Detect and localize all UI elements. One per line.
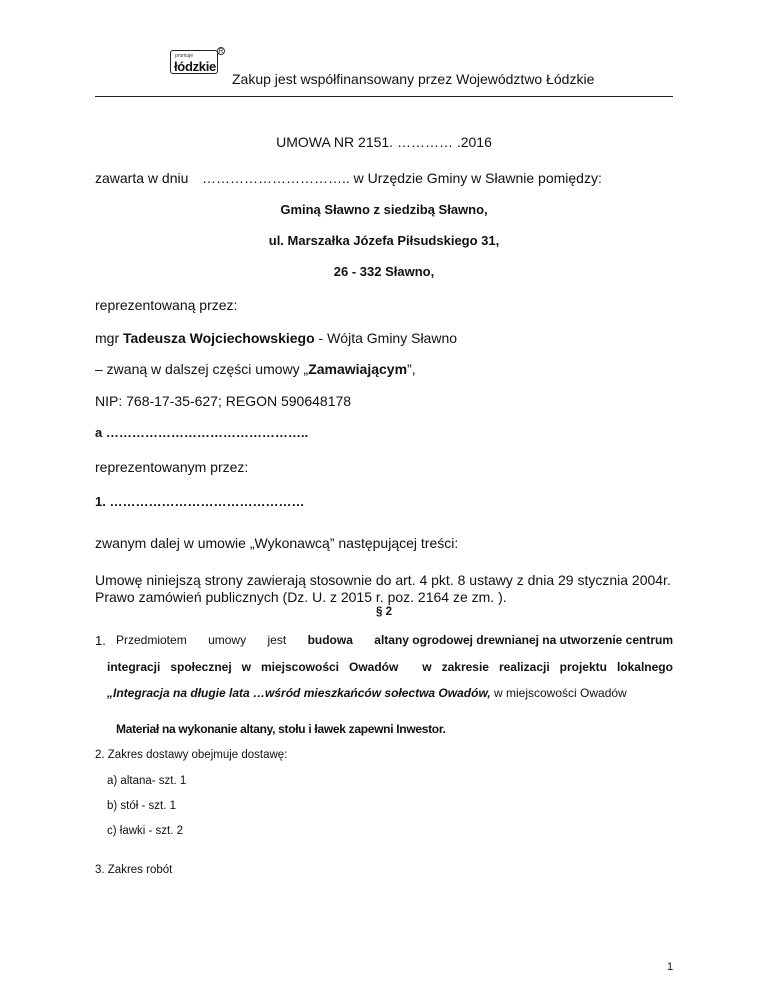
item1-line1: [116, 633, 673, 647]
called-name: Zamawiającym: [308, 361, 408, 377]
represented-by-2: reprezentowanym przez:: [95, 459, 249, 475]
material-note: Materiał na wykonanie altany, stołu i ławek zapewni Inwestor.: [116, 722, 446, 736]
intro-line-1: Umowę niniejszą strony zawierają stosownie do art. 4 pkt. 8 ustawy z dnia 29 stycznia 2004r.: [95, 572, 671, 588]
item1-word: społecznej: [170, 660, 232, 674]
party1-street: ul. Marszałka Józefa Piłsudskiego 31,: [268, 233, 500, 248]
item1-word: w: [422, 660, 432, 674]
representative-name: Tadeusza Wojciechowskiego: [123, 330, 315, 346]
called-line: [95, 361, 416, 377]
represented-by: reprezentowaną przez:: [95, 297, 238, 313]
called-prefix: – zwaną w dalszej części umowy „: [95, 361, 309, 377]
item1-word: jest: [267, 633, 287, 647]
point-1-line: 1. ………………………………………: [95, 494, 305, 509]
item1-word: altany ogrodowej drewnianej na utworzenie centrum: [374, 633, 673, 647]
contract-title: UMOWA NR 2151. ………… .2016: [276, 134, 492, 150]
item1-word: realizacji: [498, 660, 550, 674]
party2-line: a ………………………………………..: [95, 425, 309, 440]
concluded-prefix: zawarta w dniu: [95, 170, 189, 186]
logo-text: łódzkie: [174, 59, 216, 74]
contractor-line: zwanym dalej w umowie „Wykonawcą” następującej treści:: [95, 535, 459, 551]
supply-item: a) altana- szt. 1: [107, 775, 187, 787]
intro-line-2: Prawo zamówień publicznych (Dz. U. z 2015 r. poz. 2164 ze zm. ).: [95, 589, 507, 605]
item2-heading: 2. Zakres dostawy obejmuje dostawę:: [95, 749, 288, 761]
item1-word: Owadów: [348, 660, 399, 674]
item1-line3-rest: w miejscowości Owadów: [490, 686, 627, 700]
item1-word: lokalnego: [616, 660, 673, 674]
item1-line3: [107, 686, 627, 700]
representative-suffix: - Wójta Gminy Sławno: [314, 330, 458, 346]
item1-word: zakresie: [441, 660, 489, 674]
item3-heading: 3. Zakres robót: [95, 864, 173, 876]
party1-postal: 26 - 332 Sławno,: [333, 264, 435, 279]
item1-line2: [107, 660, 673, 674]
item1-word: miejscowości: [260, 660, 340, 674]
header-text: Zakup jest współfinansowany przez Województwo Łódzkie: [232, 71, 595, 87]
item1-word: umowy: [208, 633, 247, 647]
supply-item: b) stół - szt. 1: [107, 800, 177, 812]
concluded-rest: ………………………….. w Urzędzie Gminy w Sławnie pomiędzy:: [202, 170, 602, 186]
header-rule: [95, 96, 673, 97]
logo-box: [170, 50, 218, 74]
called-suffix: ”,: [407, 361, 416, 377]
supply-item: c) ławki - szt. 2: [107, 825, 184, 837]
item1-word: budowa: [307, 633, 353, 647]
representative-prefix: mgr: [95, 330, 123, 346]
logo-small-text: promuje: [175, 53, 194, 59]
item1-number: 1.: [95, 633, 106, 648]
section-heading: § 2: [376, 606, 392, 618]
page-number: 1: [667, 961, 674, 973]
registered-mark: R: [218, 49, 224, 55]
item1-word: integracji: [107, 660, 161, 674]
representative: [95, 330, 457, 346]
party1-name: Gminą Sławno z siedzibą Sławno,: [280, 202, 488, 217]
ids-line: NIP: 768-17-35-627; REGON 590648178: [95, 393, 352, 409]
logo: [170, 50, 224, 76]
item1-word: projektu: [559, 660, 607, 674]
project-title: „Integracja na długie lata …wśród mieszkańców sołectwa Owadów,: [107, 686, 491, 700]
item1-word: w: [241, 660, 251, 674]
item1-word: Przedmiotem: [116, 633, 187, 647]
